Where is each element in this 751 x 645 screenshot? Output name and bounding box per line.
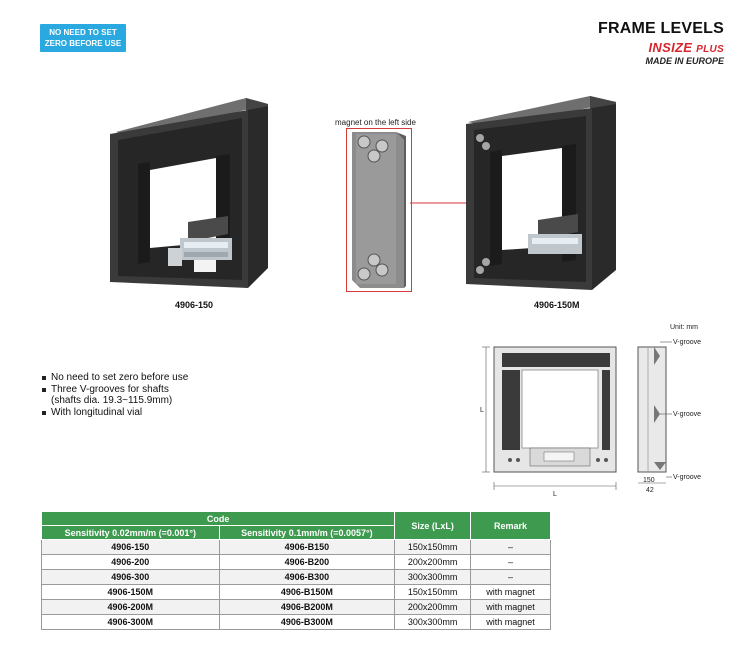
header-remark: Remark: [471, 512, 551, 540]
feature-item: No need to set zero before use: [42, 372, 188, 384]
table-row: [42, 540, 551, 555]
cell-code-01: 4906-B150M: [219, 585, 395, 600]
table-row: [42, 570, 551, 585]
cell-code-002: 4906-200M: [42, 600, 220, 615]
cell-remark: –: [471, 570, 551, 585]
magnet-side-photo: [346, 128, 412, 292]
cell-size: 200x200mm: [395, 600, 471, 615]
caption-right: 4906-150M: [534, 300, 580, 310]
unit-label: Unit: mm: [670, 324, 698, 331]
v-groove-middle: V-groove: [673, 411, 702, 418]
header-sensitivity-002: Sensitivity 0.02mm/m (=0.001°): [42, 526, 220, 540]
feature-item: Three V-grooves for shafts: [42, 384, 188, 396]
v-groove-bottom: V-groove: [673, 474, 702, 481]
table-row: [42, 585, 551, 600]
cell-remark: –: [471, 540, 551, 555]
brand-block: [598, 20, 724, 66]
frame-level-photo-left: [108, 92, 276, 296]
spec-table: [41, 511, 551, 630]
cell-size: 200x200mm: [395, 555, 471, 570]
cell-code-01: 4906-B150: [219, 540, 395, 555]
frame-level-photo-right: [462, 92, 622, 296]
header-size: Size (LxL): [395, 512, 471, 540]
cell-code-01: 4906-B200M: [219, 600, 395, 615]
dim-l-left: L: [480, 407, 484, 414]
table-row: [42, 615, 551, 630]
made-in-europe: MADE IN EUROPE: [645, 56, 724, 66]
feature-list: [42, 372, 188, 418]
magnet-caption: magnet on the left side: [335, 118, 416, 127]
dim-42: 42: [646, 487, 654, 494]
cell-remark: with magnet: [471, 600, 551, 615]
cell-code-01: 4906-B300: [219, 570, 395, 585]
no-zero-badge: [40, 24, 126, 52]
logo-plus: PLUS: [696, 44, 724, 55]
cell-size: 150x150mm: [395, 585, 471, 600]
header-sensitivity-01: Sensitivity 0.1mm/m (=0.0057°): [219, 526, 395, 540]
cell-code-002: 4906-300: [42, 570, 220, 585]
cell-code-01: 4906-B300M: [219, 615, 395, 630]
cell-size: 300x300mm: [395, 570, 471, 585]
badge-line-1: NO NEED TO SET: [49, 28, 117, 37]
cell-code-002: 4906-200: [42, 555, 220, 570]
insize-logo: [598, 40, 724, 55]
table-row: [42, 600, 551, 615]
caption-left: 4906-150: [175, 300, 214, 310]
cell-code-002: 4906-150M: [42, 585, 220, 600]
feature-item-continuation: (shafts dia. 19.3~115.9mm): [51, 395, 173, 406]
dim-l-bottom: L: [553, 491, 557, 498]
cell-code-01: 4906-B200: [219, 555, 395, 570]
badge-line-2: ZERO BEFORE USE: [44, 39, 122, 48]
cell-remark: –: [471, 555, 551, 570]
cell-code-002: 4906-300M: [42, 615, 220, 630]
cell-size: 150x150mm: [395, 540, 471, 555]
cell-code-002: 4906-150: [42, 540, 220, 555]
logo-text: INSIZE: [648, 40, 693, 55]
cell-remark: with magnet: [471, 615, 551, 630]
page-title: FRAME LEVELS: [598, 20, 724, 37]
feature-item: With longitudinal vial: [42, 407, 188, 419]
cell-size: 300x300mm: [395, 615, 471, 630]
v-groove-top: V-groove: [673, 339, 702, 346]
header-code: Code: [42, 512, 395, 526]
dim-150: 150: [643, 477, 655, 484]
cell-remark: with magnet: [471, 585, 551, 600]
dimension-diagram: [470, 320, 720, 500]
table-row: [42, 555, 551, 570]
